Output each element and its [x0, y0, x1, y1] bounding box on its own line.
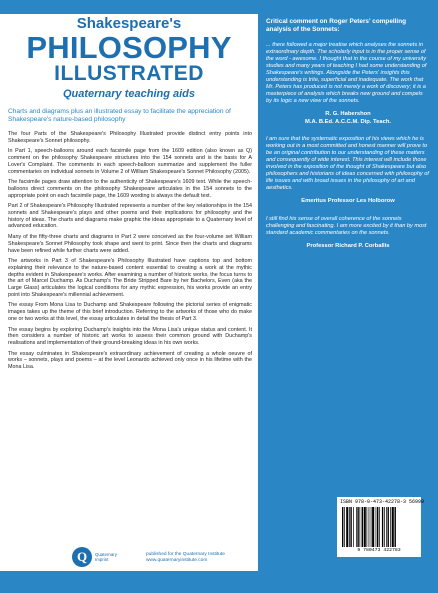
barcode-bar [386, 507, 387, 547]
paragraph: The essay culminates in Shakespeare's extraordinary achievement of creating a whole oeuvre of works – sonnets, plays and poems – at the level Leonardo achieved only once in his lifetime with the Mona Lisa. [8, 350, 252, 371]
body-text [8, 131, 252, 375]
barcode-bars-icon [342, 507, 416, 547]
intro-text: Charts and diagrams plus an illustrated essay to facilitate the appreciation of Shakespeare's nature-based philosophy [8, 108, 231, 123]
barcode-bar [353, 507, 354, 547]
barcode-bar [390, 507, 391, 547]
quote-author: R. G. Habershon [325, 111, 371, 117]
title-line2: PHILOSOPHY [26, 30, 232, 65]
barcode-bar [344, 507, 345, 547]
right-panel [266, 18, 430, 260]
barcode-bar [388, 507, 389, 547]
barcode-bar [384, 507, 385, 547]
isbn-addon: 56999 [409, 499, 425, 505]
paragraph: The essay From Mona Lisa to Duchamp and Shakespeare following the pictorial series of enigmatic images takes up the theme of this brief introduction. Referring to the artworks of those who do make one or two works at this level, the essay articulates in detail the thesis of Part 3. [8, 302, 252, 322]
paragraph: The four Parts of the Shakespeare's Philosophy Illustrated provide distinct entry points into Shakespeare's Sonnet philosophy. [8, 131, 252, 144]
barcode-bar [364, 507, 366, 547]
paragraph: In Part 1, speech-balloons around each facsimile page from the 1609 edition (also known as Q) comment on the philosophy Shakespeare structures into the 154 sonnets and is the basis for A Lover's Complaint. The comments in each speech-balloon summarize and supplement the fuller commentaries on individual sonnets in Volume 2 of William Shakespeare's Sonnet Philosophy (2005). [8, 148, 252, 175]
paragraph: The essay begins by exploring Duchamp's insights into the Mona Lisa's unique status and content. It then considers a number of historic art works to assess their common ground with Duchamp's realisations and implementation of their ground-breaking ideas in his own works. [8, 326, 252, 346]
top-stripe [0, 0, 258, 14]
barcode-bar [395, 507, 396, 547]
barcode-bar [379, 507, 380, 547]
quote-credentials: M.A. B.Ed. A.C.C.M. Dip. Teach. [305, 118, 391, 125]
barcode-bar [382, 507, 383, 547]
quote-attribution [266, 111, 430, 126]
title-line1: Shakespeare's [76, 15, 182, 32]
bottom-stripe [0, 571, 258, 593]
quote-text: I am sure that the systematic exposition of his views which he is working out in a most committed and honest manner will prove to be an original contribution to our understanding of these matters and consequently of wide interest. This interest will include those involved in the exposition of the thought of Shakespeare but also philosophers and historians of ideas concerned with philosophy of life issues and with broad issues in the philosophy of art and aesthetics. [266, 136, 429, 191]
isbn-number: ISBN 978-0-473-42278-3 [340, 499, 407, 505]
logo-name: Quaternary Imprint [95, 552, 117, 562]
barcode-bar [371, 507, 372, 547]
isbn-line [337, 497, 425, 505]
paragraph: Part 2 of Shakespeare's Philosophy Illustrated represents a number of the key relationships in the 154 sonnets and Shakespeare's plays and other poems and their implications for philosophy and the history of ideas. The charts and diagrams make graphic the ideas appropriate to a Quaternary level of advanced education. [8, 203, 252, 230]
publisher-info [146, 552, 225, 564]
barcode-bar [369, 507, 370, 547]
barcode-bar [342, 507, 343, 547]
quote-attribution [266, 243, 430, 251]
barcode-bar [376, 507, 377, 547]
barcode-bar [392, 507, 394, 547]
barcode-bar [346, 507, 348, 547]
barcode-bar [350, 507, 351, 547]
quote-attribution [266, 198, 430, 206]
q-logo-icon: Q [72, 547, 92, 567]
quote-author: Professor Richard P. Corballis [306, 242, 390, 249]
paragraph: Many of the fifty-three charts and diagrams in Part 2 were conceived as the four-volume set William Shakespeare's Sonnet Philosophy took shape and went to print. Since then the charts and diagrams have been refined while further charts were added. [8, 234, 252, 254]
isbn-barcode [337, 497, 425, 557]
publisher-line1: published for the Quaternary Institute [146, 552, 225, 557]
paragraph: The artworks in Part 3 of Shakespeare's Philosophy Illustrated have captions top and bottom explaining their relevance to the nature-based content essential to creating a work at the mythic depths evident in Shakespeare's works. After examining a number of historic works, the focus turns to the art of Marcel Duchamp. As Duchamp's The Bride Stripped Bare by her Bachelors, Even (aka the Large Glass) articulates the logical conditions for any mythic expression, his works provide an entry point into Shakespeare's millennial achievement. [8, 258, 252, 298]
barcode-bar [367, 507, 368, 547]
barcode-bar [357, 507, 358, 547]
barcode-bar [362, 507, 363, 547]
barcode-bar [349, 507, 350, 547]
quote-text: ... there followed a major treatise which analyses the sonnets in extraordinary depth. The scholarly input is in the proper sense of the word - awesome. I thought that in the course of my university studies and many years of teaching I had some understanding of Shakespeare's writings. Alongside the Peters' insights this understanding is trite, superficial and inadequate. The work that Mr. Peters has produced is not merely a work of discovery; it is a masterpiece of analysis which breaks new ground and compels by its logic a new view of the sonnets. [266, 42, 427, 104]
publisher-logo [72, 547, 125, 567]
title-line3: ILLUSTRATED [54, 62, 204, 85]
barcode-bar [360, 507, 361, 547]
barcode-digits: 9 780473 422783 [357, 548, 401, 553]
quote-text: I still find his sense of overall coherence of the sonnets challenging and fascinating. I am more excited by it than by most standard academic commentaries on the sonnets. [266, 215, 427, 236]
title-block [0, 16, 258, 101]
barcode-bar [356, 507, 357, 547]
barcode-bar [372, 507, 374, 547]
quote-author: Emeritus Professor Les Holborow [301, 198, 395, 204]
publisher-url: www.quaternaryinstitute.com [146, 558, 208, 563]
barcode-bar [377, 507, 378, 547]
paragraph: The facsimile pages draw attention to the authenticity of Shakespeare's 1609 text. While the speech-balloons direct comments on the philosophy Shakespeare articulates in the 154 sonnets to the appropriate point on each facsimile page, the 1609 wording is always the default text. [8, 179, 252, 199]
subtitle: Quaternary teaching aids [62, 88, 196, 100]
critical-comment-heading: Critical comment on Roger Peters' compelling analysis of the Sonnets: [266, 18, 407, 33]
